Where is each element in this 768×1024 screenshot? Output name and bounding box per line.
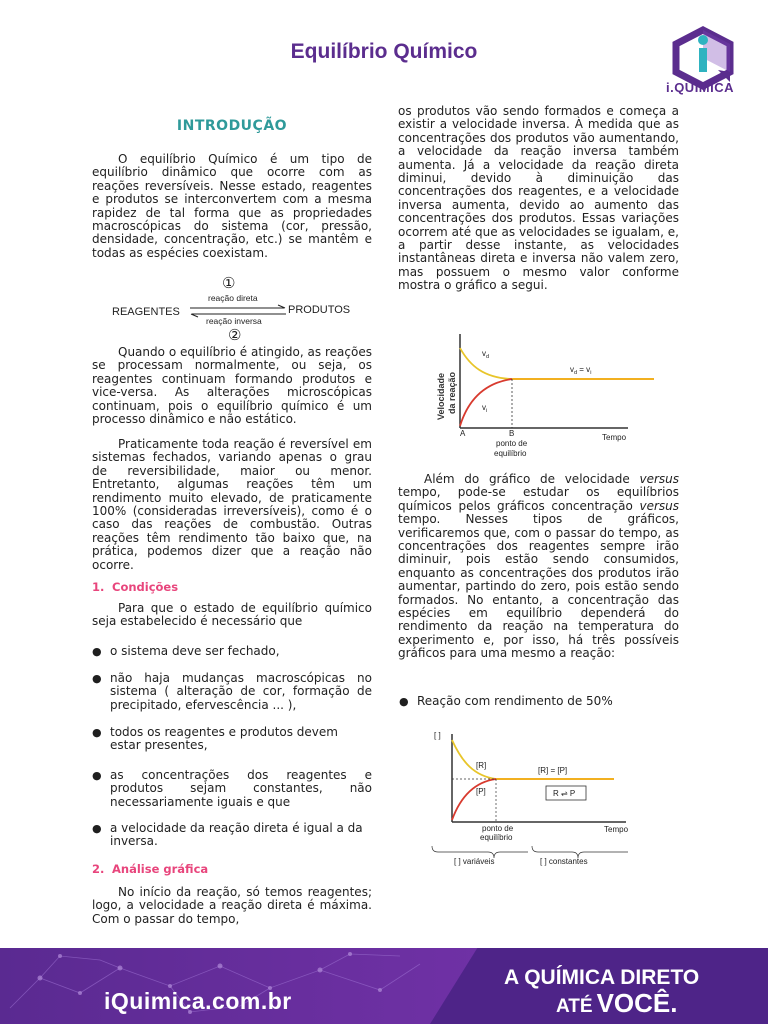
reaction-equation (108, 274, 366, 344)
slogan-line-2 (556, 988, 678, 1019)
concentration-time-graph (428, 726, 638, 866)
point-b-label: B (509, 429, 515, 438)
inverse-reaction-label: reação inversa (206, 316, 262, 326)
r-equals-p-label: [R] = [P] (538, 766, 568, 775)
graph2-yaxis-label: [ ] (434, 731, 441, 740)
variables-label: [ ] variáveis (454, 857, 495, 866)
vd-label: $v_d$ (482, 349, 490, 360)
website-link[interactable]: iQuimica.com.br (104, 988, 292, 1014)
section-1-heading (92, 580, 372, 594)
section-1-intro-text: Para que o estado de equilíbrio químico seja estabelecido é necessário que (92, 601, 372, 629)
section-2-number: 2. (92, 862, 105, 876)
section-1-number: 1. (92, 580, 105, 594)
slogan-word-ate: ATÉ (556, 996, 593, 1017)
condition-bullet-3 (92, 725, 372, 753)
graph1-point-label-1: ponto de (496, 439, 528, 448)
condition-bullet-2 (92, 671, 372, 712)
graph2-point-label-1: ponto de (482, 824, 514, 833)
equation-marker-2: ② (228, 327, 242, 344)
condition-bullet-1 (92, 644, 370, 658)
slogan-line-1: A QUÍMICA DIRETO (504, 966, 700, 989)
vd-equals-vi-label: $v_d = v_i$ (570, 365, 592, 376)
footer-banner (0, 948, 768, 1024)
condition-text-3: todos os reagentes e produtos devem estar presentes, (110, 725, 338, 753)
bullet-dot-icon: ● (92, 769, 102, 782)
direct-velocity-curve (460, 348, 512, 379)
point-a-label: A (460, 429, 466, 438)
slogan-word-voce: VOCÊ. (596, 988, 678, 1018)
right-paragraph-2 (398, 473, 679, 661)
right-paragraph-1 (398, 105, 679, 293)
products-label: PRODUTOS (288, 304, 351, 316)
section-2-paragraph (92, 886, 372, 926)
graph1-point-label-2: equilíbrio (494, 449, 527, 458)
bullet-dot-icon: ● (92, 726, 102, 739)
equation-marker-1: ① (222, 275, 236, 292)
graph2-xlabel: Tempo (604, 825, 629, 834)
section-1-intro (92, 602, 372, 629)
intro-paragraph-3 (92, 438, 372, 572)
intro-text-2: Quando o equilíbrio é atingido, as reações se processam normalmente, ou seja, os reagentes continuam formando produtos e vice-versa. As alterações microscópicas continuam, pois o equilíbrio químico é um processo dinâmico e não estático. (92, 345, 372, 427)
yield-50-text: Reação com rendimento de 50% (417, 694, 613, 708)
intro-paragraph-2 (92, 346, 372, 426)
graph1-ylabel-1: Velocidade (436, 372, 446, 420)
constants-label: [ ] constantes (540, 857, 588, 866)
inverse-velocity-curve (460, 379, 512, 426)
reagent-concentration-curve (452, 740, 496, 779)
condition-bullet-5 (92, 821, 372, 849)
velocity-time-graph (432, 330, 658, 464)
intro-text-1: O equilíbrio Químico é um tipo de equilíbrio dinâmico que ocorre com as reações reversíveis. Nesse estado, reagentes e produtos se interconvertem com a mesma rapidez de tal forma que as propriedades macroscópicas do sistema (cor, pressão, densidade, concentração, etc.) se mantêm e todas as espécies coexistam. (92, 152, 372, 260)
right-text-1: os produtos vão sendo formados e começa a existir a velocidade inversa. À medida que as concentrações dos produtos vão aumentando, a velocidade da reação inversa também aumenta. Já a velocidade da reação direta diminui, devido à diminuição das concentrações dos reagentes, e a velocidade inversa aumenta, devido ao aumento das concentrações dos produtos. Essas variações ocorrem até que as velocidades se igualam, e, a partir desse instante, as velocidades instantâneas direta e inversa não valem zero, mas possuem o mesmo valor conforme mostra o gráfico a segui. (398, 104, 679, 293)
graph1-ylabel-2: da reação (447, 371, 457, 414)
bullet-dot-icon: ● (92, 645, 102, 658)
direct-reaction-label: reação direta (208, 293, 258, 303)
r-concentration-label: [R] (476, 761, 487, 770)
graph1-xlabel: Tempo (602, 433, 627, 442)
yield-50-bullet (399, 694, 679, 708)
bullet-dot-icon: ● (92, 672, 102, 685)
p-concentration-label: [P] (476, 787, 486, 796)
bullet-dot-icon: ● (92, 822, 102, 835)
introduction-heading: INTRODUÇÃO (176, 118, 288, 134)
product-concentration-curve (452, 779, 496, 820)
vi-label: $v_i$ (482, 403, 488, 414)
condition-text-5: a velocidade da reação direta é igual a da inversa. (110, 821, 363, 849)
reaction-box-label: R ⇌ P (553, 789, 576, 798)
logo-text: i.QUÍMICA (665, 80, 735, 95)
reagents-label: REAGENTES (112, 306, 180, 318)
condition-text-2: não haja mudanças macroscópicas no sistema ( alteração de cor, formação de precipitado, efervescência ... ), (110, 671, 372, 712)
page-title: Equilíbrio Químico (290, 40, 478, 63)
graph2-point-label-2: equilíbrio (480, 833, 513, 842)
intro-paragraph-1 (92, 153, 372, 260)
section-2-heading (92, 862, 372, 876)
section-2-title: Análise gráfica (112, 862, 209, 876)
bullet-dot-icon: ● (399, 695, 409, 708)
intro-text-3: Praticamente toda reação é reversível em sistemas fechados, variando apenas o grau de reversibilidade, maior ou menor. Entretanto, algumas reações têm um rendimento muito elevado, de praticamente 100% (consideradas irreversíveis), como é o caso das reações de combustão. Outras reações têm rendimento tão baixo que, na prática, podemos dizer que a reação não ocorre. (92, 437, 372, 572)
condition-bullet-4 (92, 768, 372, 809)
section-2-text: No início da reação, só temos reagentes; logo, a velocidade a reação direta é máxima. Com o passar do tempo, (92, 885, 372, 926)
condition-text-4: as concentrações dos reagentes e produtos sejam constantes, não necessariamente iguais e que (110, 768, 372, 809)
section-1-title: Condições (112, 580, 179, 594)
right-text-2: Além do gráfico de velocidade versus tempo, pode-se estudar os equilíbrios químicos pelos gráficos concentração versus tempo. Nesses tipos de gráficos, verificaremos que, com o passar do tempo, as concentrações dos reagentes sempre irão diminuir, pois estão sendo consumidos, enquanto as concentrações dos produtos irão aumentar, partindo do zero, pois estão sendo formados. No entanto, a concentração das espécies em equilíbrio dependerá do rendimento da reação na temperatura do experimento e, por isso, há três possíveis gráficos para uma mesmo a reação: (398, 472, 679, 661)
condition-text-1: o sistema deve ser fechado, (110, 644, 280, 658)
